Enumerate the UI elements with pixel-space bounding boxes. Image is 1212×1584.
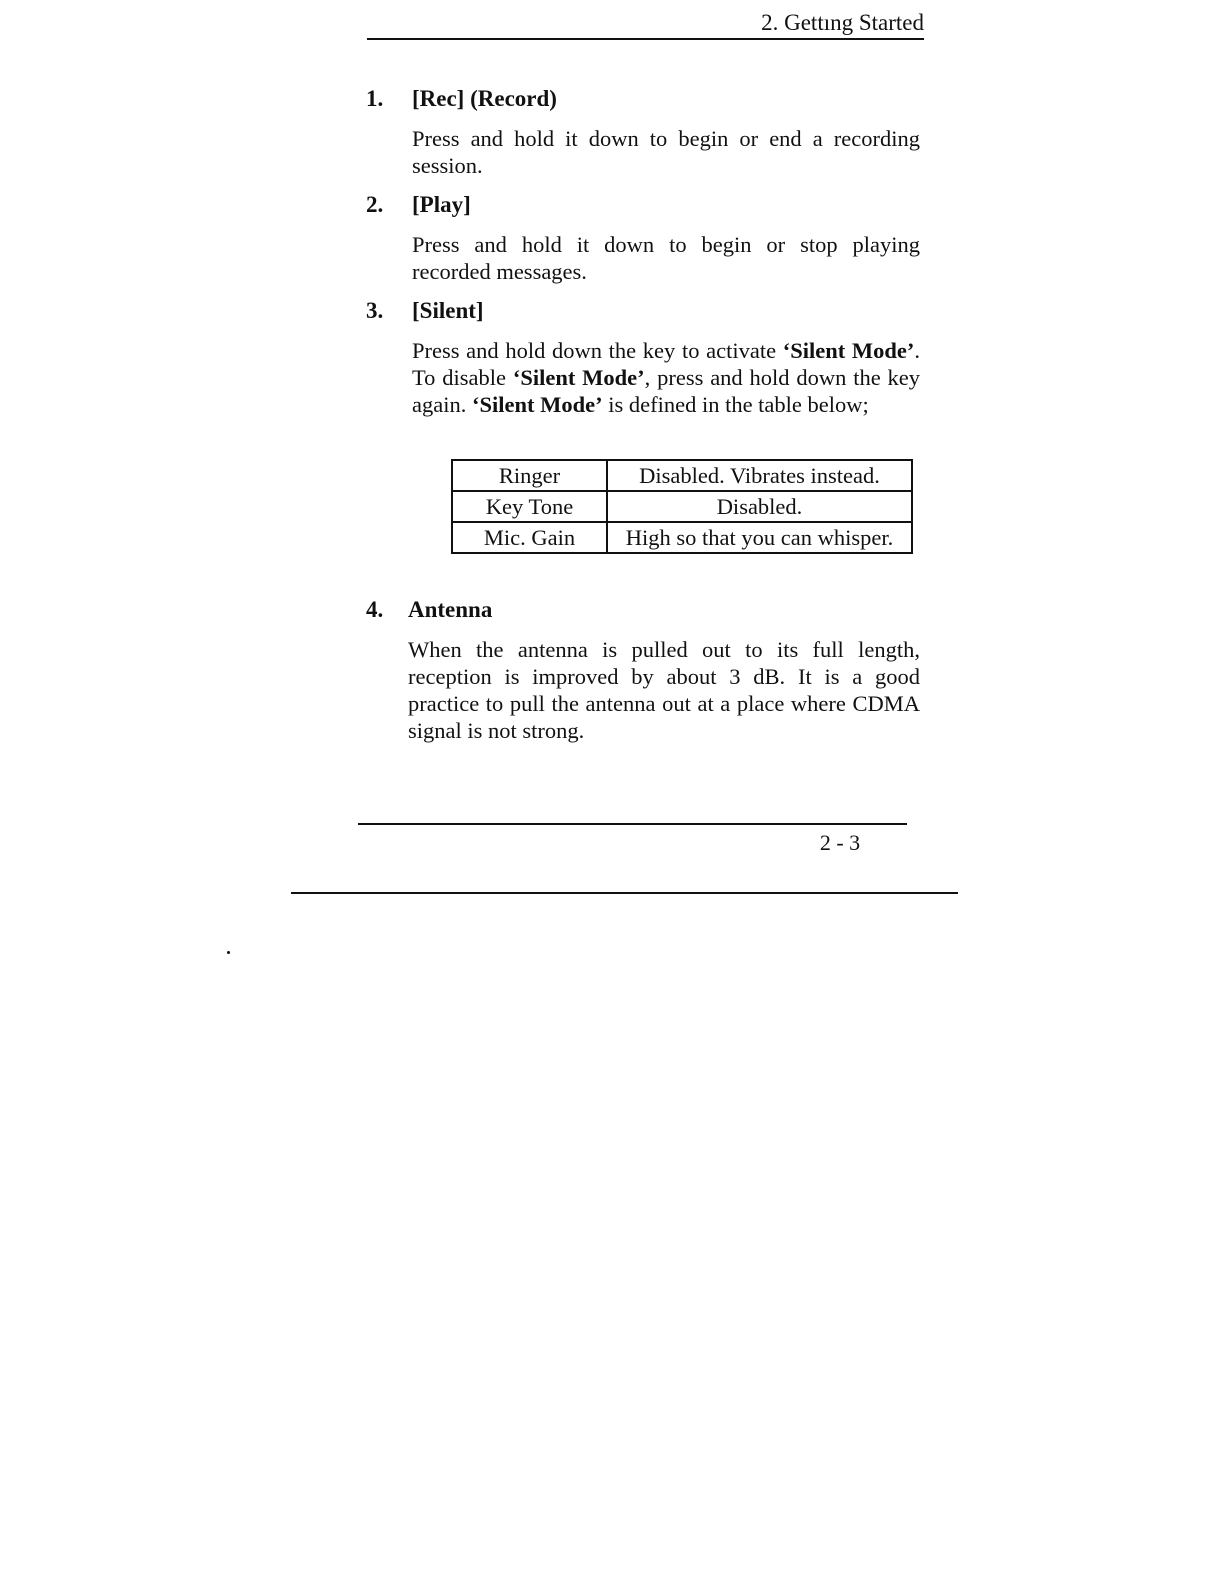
section-number: 2.	[366, 192, 384, 217]
table-cell-feature: Key Tone	[452, 491, 607, 522]
header-rule	[367, 38, 924, 40]
section-body: Press and hold it down to begin or end a recording session.	[412, 126, 920, 178]
section-heading	[366, 596, 920, 624]
body-text: is defined in the table below;	[602, 392, 869, 417]
table-row	[452, 522, 912, 553]
section-play	[366, 191, 920, 285]
table-cell-feature: Ringer	[452, 460, 607, 491]
mode-term: ‘Silent Mode’	[471, 392, 603, 417]
section-number: 4.	[366, 597, 384, 622]
section-body: Press and hold it down to begin or stop playing recorded messages.	[412, 232, 920, 284]
table-row	[452, 491, 912, 522]
table-cell-setting: Disabled. Vibrates instead.	[607, 460, 912, 491]
body-text: , press and hold down the key again.	[412, 365, 921, 417]
body-text: . To disable	[412, 338, 921, 390]
section-body	[412, 337, 920, 418]
table-cell-setting: High so that you can whisper.	[607, 522, 912, 553]
section-antenna	[366, 596, 920, 744]
table-cell-setting: Disabled.	[607, 491, 912, 522]
page-number: 2 - 3	[819, 830, 861, 855]
section-title: [Play]	[412, 192, 471, 217]
section-title: Antenna	[408, 597, 493, 622]
footer-rule	[358, 823, 907, 825]
body-text: Press and hold down the key to activate	[412, 338, 783, 363]
section-rec	[366, 85, 920, 179]
page-bottom-rule	[291, 892, 958, 894]
section-title: [Rec] (Record)	[412, 86, 557, 111]
silent-mode-table	[451, 459, 913, 554]
mode-term: ‘Silent Mode’	[512, 365, 645, 390]
section-silent	[366, 297, 920, 418]
section-heading	[366, 85, 920, 113]
scan-speck	[227, 951, 230, 954]
section-heading	[366, 191, 920, 219]
running-head: 2. Gettıng Started	[761, 10, 924, 35]
table-cell-feature: Mic. Gain	[452, 522, 607, 553]
section-title: [Silent]	[412, 298, 484, 323]
section-number: 1.	[366, 86, 384, 111]
mode-term: ‘Silent Mode’	[782, 338, 915, 363]
section-heading	[366, 297, 920, 325]
section-body: When the antenna is pulled out to its full length, reception is improved by about 3 dB. It is a good practice to pull the antenna out at a place where CDMA signal is not strong.	[408, 637, 920, 743]
table-row	[452, 460, 912, 491]
section-number: 3.	[366, 298, 384, 323]
